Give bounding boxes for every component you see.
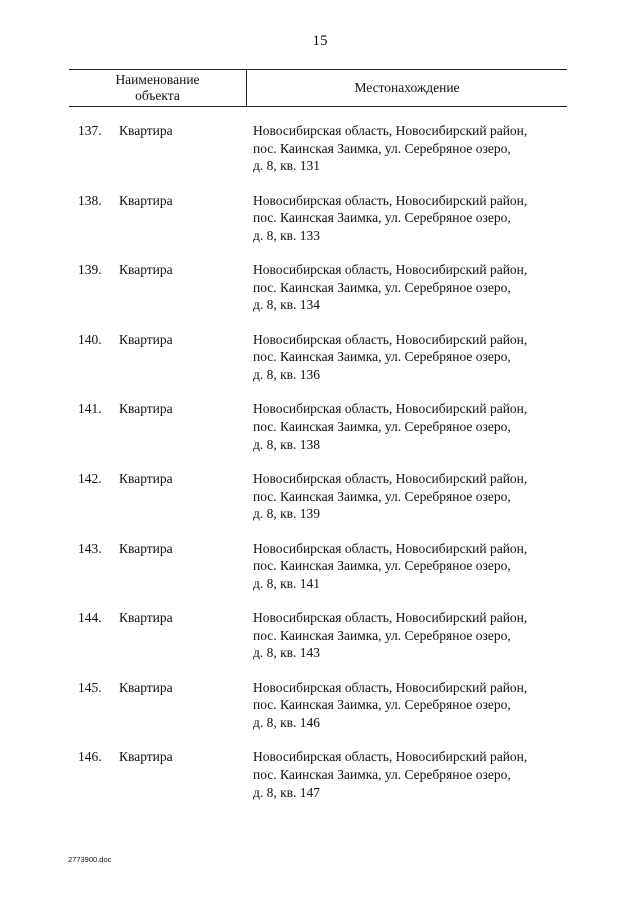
row-object-name: Квартира <box>119 123 173 138</box>
row-location-line: Новосибирская область, Новосибирский район, <box>253 123 528 138</box>
row-location-line: пос. Каинская Заимка, ул. Серебряное озеро, <box>253 766 511 782</box>
row-location-line: Новосибирская область, Новосибирский район, <box>253 401 528 417</box>
row-location <box>253 609 573 662</box>
table-header <box>69 69 567 107</box>
row-number: 141. <box>78 401 102 417</box>
row-number: 144. <box>78 610 102 626</box>
table-row <box>0 609 640 679</box>
row-location-line: пос. Каинская Заимка, ул. Серебряное озеро, <box>253 418 511 434</box>
table-row <box>0 122 640 192</box>
row-location <box>253 748 573 801</box>
header-object-name-line1: Наименование <box>115 72 200 87</box>
row-location-line: Новосибирская область, Новосибирский район, <box>253 192 528 208</box>
header-object-name <box>69 72 246 104</box>
table-row <box>0 470 640 540</box>
row-location-line: д. 8, кв. 136 <box>253 366 321 382</box>
row-location-line: Новосибирская область, Новосибирский район, <box>253 540 528 556</box>
row-object-name: Квартира <box>119 192 173 208</box>
table-body <box>0 122 640 818</box>
row-number: 139. <box>78 262 102 278</box>
row-location <box>253 400 573 453</box>
row-location-line: д. 8, кв. 143 <box>253 645 321 661</box>
row-number: 140. <box>78 331 102 347</box>
row-location-line: д. 8, кв. 139 <box>253 506 321 522</box>
table-row <box>0 748 640 818</box>
row-location <box>253 540 573 593</box>
row-location-line: Новосибирская область, Новосибирский район, <box>253 610 528 626</box>
row-number: 145. <box>78 679 102 695</box>
table-row <box>0 679 640 749</box>
row-location <box>253 470 573 523</box>
row-location-line: пос. Каинская Заимка, ул. Серебряное озеро, <box>253 349 511 365</box>
row-location-line: пос. Каинская Заимка, ул. Серебряное озеро, <box>253 140 511 156</box>
row-location-line: пос. Каинская Заимка, ул. Серебряное озеро, <box>253 697 511 713</box>
row-location-line: д. 8, кв. 138 <box>253 436 321 452</box>
row-location-line: д. 8, кв. 134 <box>253 297 321 313</box>
row-object-name: Квартира <box>119 331 173 347</box>
row-number: 146. <box>78 749 102 765</box>
row-location-line: д. 8, кв. 146 <box>253 714 321 730</box>
table-row <box>0 261 640 331</box>
row-location-line: Новосибирская область, Новосибирский район, <box>253 749 528 765</box>
table-row <box>0 540 640 610</box>
table-row <box>0 331 640 401</box>
row-number: 143. <box>78 540 102 556</box>
row-number: 137. <box>78 123 102 138</box>
row-location-line: пос. Каинская Заимка, ул. Серебряное озеро, <box>253 627 511 643</box>
row-location <box>253 192 573 245</box>
row-object-name: Квартира <box>119 540 173 556</box>
row-object-name: Квартира <box>119 470 173 486</box>
row-location-line: пос. Каинская Заимка, ул. Серебряное озеро, <box>253 558 511 574</box>
row-location <box>253 122 573 175</box>
row-object-name: Квартира <box>119 401 173 417</box>
row-object-name: Квартира <box>119 749 173 765</box>
row-location <box>253 331 573 384</box>
row-location-line: д. 8, кв. 147 <box>253 784 321 800</box>
row-location-line: пос. Каинская Заимка, ул. Серебряное озеро, <box>253 279 511 295</box>
table-row <box>0 400 640 470</box>
row-location-line: Новосибирская область, Новосибирский район, <box>253 470 528 486</box>
row-location-line: д. 8, кв. 131 <box>253 158 321 174</box>
row-object-name: Квартира <box>119 610 173 626</box>
row-number: 142. <box>78 470 102 486</box>
row-number: 138. <box>78 192 102 208</box>
row-object-name: Квартира <box>119 262 173 278</box>
row-location-line: Новосибирская область, Новосибирский район, <box>253 331 528 347</box>
row-location-line: д. 8, кв. 141 <box>253 575 321 591</box>
row-object-name: Квартира <box>119 679 173 695</box>
row-location <box>253 679 573 732</box>
footer-file-name: 2773900.doc <box>68 855 112 864</box>
table-row <box>0 192 640 262</box>
row-location-line: Новосибирская область, Новосибирский район, <box>253 679 528 695</box>
header-object-name-line2: объекта <box>135 88 180 103</box>
row-location-line: пос. Каинская Заимка, ул. Серебряное озеро, <box>253 210 511 226</box>
row-location-line: д. 8, кв. 133 <box>253 227 321 243</box>
header-location: Местонахождение <box>354 80 460 95</box>
page-number: 15 <box>312 33 328 49</box>
row-location <box>253 261 573 314</box>
row-location-line: пос. Каинская Заимка, ул. Серебряное озеро, <box>253 488 511 504</box>
row-location-line: Новосибирская область, Новосибирский район, <box>253 262 528 278</box>
